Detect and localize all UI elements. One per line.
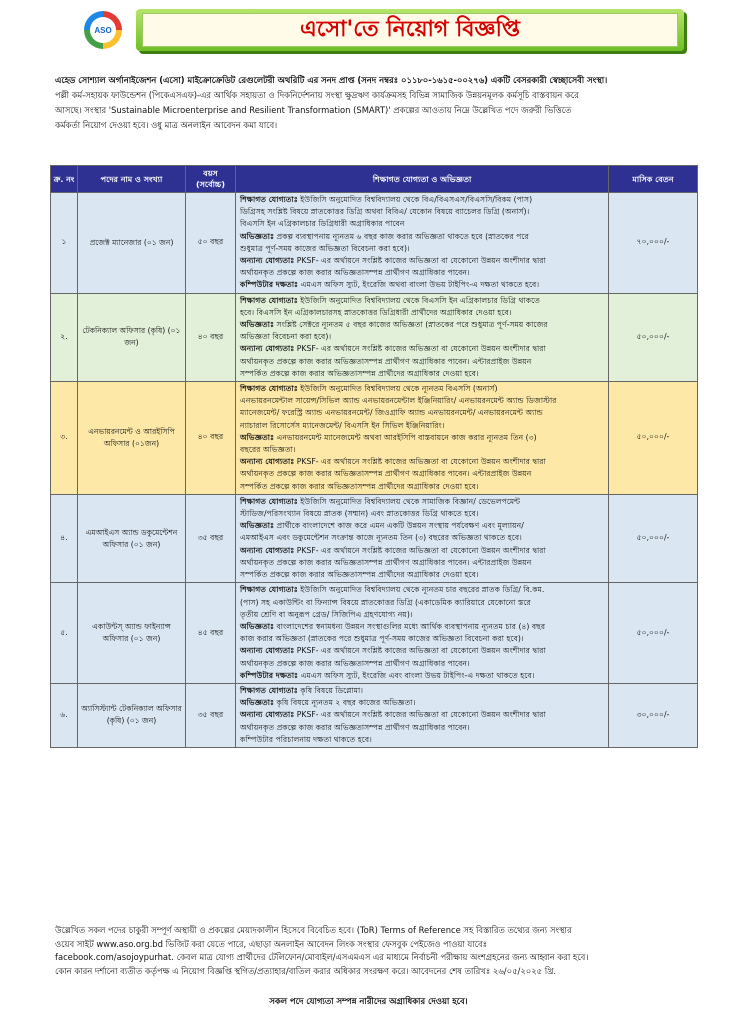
footer-line: facebook.com/asojoypurhat. কেবল মাত্র যোগ্য প্রার্থীদের টেলিফোন/মোবাইল/এসএমএস এর মাধ্যমে নির্বাচনী পরীক্ষায় অংশগ্রহনের জন্য আহ্বান করা হবে। [55,952,589,963]
qualification-line [240,532,604,544]
qualification-text: (পাস) সহ একাউন্টিং বা ফিন্যান্স বিষয়ে স্নাতকোত্তর ডিগ্রি (একাডেমিক ক্যারিয়ারে যেকোনো স্তরে [240,597,531,607]
qualification-line [240,194,604,206]
qualification-label: কম্পিউটার দক্ষতাঃ [240,280,299,290]
qualification-text: এমএস অফিস স্যুট, ইংরেজি অথবা বাংলা উভয় টাইপিং-এ দক্ষতা থাকতে হবে। [298,280,540,290]
qualification-label: শিক্ষাগত যোগ্যতাঃ [240,295,298,305]
row-post: প্রজেক্ট ম্যানেজার (০১ জন) [78,193,186,294]
row-post: এনভায়রনমেন্ট ও আরইসিপি অফিসার (০১জন) [78,382,186,495]
row-salary: ৫০,০০০/- [609,293,698,381]
qualification-text: অর্থায়নকৃত প্রকল্পে কাজ করার অভিজ্ঞতাসম্পন্ন প্রার্থীগণ অগ্রাধিকার পাবেন। [240,658,470,668]
intro-paragraph [55,73,695,133]
qualification-label: অন্যান্য যোগ্যতাঃ [240,545,295,555]
header-salary: মাসিক বেতন [609,166,698,193]
intro-line: আসছে। সংস্থার 'Sustainable Microenterprise and Resilient Transformation (SMART)' প্রকল্পের আওতায় নিম্নে উল্লেখিত পদে জরুরী ভিত্তিতে [55,105,572,115]
qualification-line [240,584,604,596]
qualification-label: কম্পিউটার দক্ষতাঃ [240,670,299,680]
qualification-label: শিক্ষাগত যোগ্যতাঃ [240,585,298,595]
qualification-line [240,557,604,569]
qualification-line [240,383,604,395]
row-serial: ২. [51,293,78,381]
qualification-text: কাজ করার অভিজ্ঞতা (স্নাতকের পরে শুধুমাত্র পূর্ণ-সময় কাজের অভিজ্ঞতা বিবেচনা করা হবে)। [240,634,524,644]
intro-line: পল্লী কর্ম-সহায়ক ফাউন্ডেশন (পিকেএসএফ)-এর আর্থিক সহায়তা ও দিকনির্দেশনায় সংস্থা ক্ষুদ্রঋণ কার্যক্রমসহ বিভিন্ন সামাজিক উন্নয়নমূলক কর্মসূচি বাস্তবায়ন করে [55,90,579,100]
header-post: পদের নাম ও সংখ্যা [78,166,186,193]
qualification-text: বছরের অভিজ্ঞতা। [240,445,296,455]
qualification-text: অভিজ্ঞতা বিবেচনা করা হবে)। [240,332,332,342]
row-salary: ৫০,০০০/- [609,494,698,582]
qualification-text: ইউজিসি অনুমোদিত বিশ্ববিদ্যালয় থেকে বিএ/বিএসএস/বিএসসি/বিকম (পাস) [297,195,533,204]
qualification-label: অন্যান্য যোগ্যতাঃ [240,256,295,266]
qualification-text: অর্থায়নকৃত প্রকল্পে কাজ করার অভিজ্ঞতাসম্পন্ন প্রার্থীগণ অগ্রাধিকার পাবেন। এন্টারপ্রাইজ উন্নয়ন [240,557,532,567]
qualification-text: প্রার্থীকে বাংলাদেশে কাজ করে এমন একটি উন্নয়ন সংস্থায় পর্যবেক্ষণ এবং মূল্যায়ন/ [274,521,524,531]
qualification-line [240,218,604,230]
row-qualification [236,583,609,684]
qualification-line [240,496,604,508]
qualification-line [240,295,604,307]
qualification-line [240,255,604,267]
page-title: এসো'তে নিয়োগ বিজ্ঞপ্তি [300,16,520,42]
qualification-text: এনভায়রনমেন্ট ম্যানেজমেন্ট অথবা আরইসিপি বাস্তবায়নে কাজ করার ন্যূনতম তিন (৩) [274,432,537,442]
aso-logo [84,11,122,49]
qualification-text: এনভায়রনমেন্টাল সায়েন্স/সিভিল অ্যান্ড এনভায়রনমেন্টাল ইঞ্জিনিয়ারিং/ এনভায়রনমেন্ট অ্যান্ড ডিজাস্টার [240,396,557,406]
qualification-line [240,697,604,709]
table-row [51,494,698,582]
header [0,0,737,68]
intro-line: কর্মকর্তা নিয়োগ দেওয়া হবে। ওধু মাত্র অনলাইন আবেদন কমা যাবে। [55,120,278,130]
qualification-line [240,685,604,697]
table-row [51,683,698,747]
qualification-line [240,343,604,355]
qualification-line [240,231,604,243]
qualification-line [240,356,604,368]
header-qualification: শিক্ষাগত যোগ্যতা ও অভিজ্ঞতা [236,166,609,193]
qualification-line [240,670,604,682]
qualification-label: অভিজ্ঞতাঃ [240,432,275,442]
table-row [51,583,698,684]
qualification-line [240,368,604,380]
job-table [50,165,698,748]
qualification-line [240,621,604,633]
qualification-text: কৃষি বিষয়ে ডিপ্লোমা। [297,685,363,695]
row-serial: ১ [51,193,78,294]
qualification-line [240,645,604,657]
footer-line: উল্লেখিত সকল পদের চাকুরী সম্পূর্ণ অস্থায়ী ও প্রকল্পের মেয়াদকালীন হিসেবে বিবেচিত হবে। (ToR) Terms of Reference সহ বিস্তারিত তথ্যের জন্য সংস্থার [55,925,572,935]
qualification-text: PKSF- এর অর্থায়নে সংশ্লিষ্ট কাজের অভিজ্ঞতা বা যেকোনো উন্নয়ন অংশীদার দ্বারা [294,646,546,656]
qualification-label: অন্যান্য যোগ্যতাঃ [240,646,295,656]
qualification-text: অর্থায়নকৃত প্রকল্পে কাজ করার অভিজ্ঞতাসম্পন্ন প্রার্থীগণ অগ্রাধিকার পাবেন। [240,722,470,732]
qualification-text: সম্পর্কিত প্রকল্পে কাজ করার অভিজ্ঞতাসম্পন্ন প্রার্থীদের অগ্রাধিকার দেওয়া হবে। [240,481,479,491]
row-serial: ৫. [51,583,78,684]
qualification-label: অভিজ্ঞতাঃ [240,698,275,708]
qualification-line [240,481,604,493]
table-row [51,293,698,381]
intro-line: এহেড সোশ্যাল অর্গানাইজেশন (এসো) মাইক্রোক্রেডিট রেগুলেটরী অথরিটি এর সনদ প্রাপ্ত (সনদ নম্বরঃ ০১১৮০-১৬১৫-০০২৭৬) একটি বেসরকারী স্বেচ্ছাসেবী সংস্থা। [55,75,608,85]
qualification-line [240,658,604,670]
row-age: ৪৫ বছর [186,583,236,684]
qualification-text: ইউজিসি অনুমোদিত বিশ্ববিদ্যালয় থেকে ন্যূনতম বিএসসি (অনার্স) [297,384,498,394]
row-post: টেকনিক্যাল অফিসার (কৃষি) (০১ জন) [78,293,186,381]
qualification-label: শিক্ষাগত যোগ্যতাঃ [240,685,298,695]
qualification-line [240,432,604,444]
qualification-text: ইউজিসি অনুমোদিত বিশ্ববিদ্যালয় থেকে ন্যূনতম চার বছরের স্নাতক ডিগ্রি/ বি.কম. [297,585,545,595]
qualification-line [240,395,604,407]
qualification-text: বাংলাদেশের স্বনামধন্য উন্নয়ন সংস্থাগুলির মধ্যে আর্থিক ব্যবস্থাপনায় ন্যূনতম চার (৪) বছর [274,621,546,631]
qualification-text: হবে। বিএসসি ইন এগ্রিকালচারসহ স্নাতকোত্তর ডিগ্রিধারী প্রার্থীদের অগ্রাধিকার দেওয়া হবে। [240,307,512,317]
footer-line: কোন কারন দর্শানো ব্যতীত কর্তৃপক্ষ এ নিয়োগ বিজ্ঞপ্তি স্থগিত/প্রত্যাহার/বাতিল করার অধিকার সংরক্ষণ করে। আবেদনের শেষ তারিখঃ ২৬/০৫/২০২৫ খ্রি. [55,965,557,976]
row-age: ৩৫ বছর [186,494,236,582]
logo-text: ASO [90,17,116,43]
qualification-text: এমআইএস এবং ডকুমেন্টেশন সংক্রান্ত কাজে ন্যূনতম তিন (৩) বছরের অভিজ্ঞতা থাকতে হবে। [240,533,522,543]
qualification-text: PKSF- এর অর্থায়নে সংশ্লিষ্ট কাজের অভিজ্ঞতা বা যেকোনো উন্নয়ন অংশীদার দ্বারা [294,344,546,354]
row-salary: ৩০,০০০/- [609,683,698,747]
qualification-label: শিক্ষাগত যোগ্যতাঃ [240,384,298,394]
qualification-text: কৃষি বিষয়ে ন্যূনতম ২ বছর কাজের অভিজ্ঞতা। [274,698,416,708]
qualification-line [240,597,604,609]
qualification-text: প্রকল্প ব্যবস্থাপনায় ন্যূনতম ৬ বছর কাজ করার অভিজ্ঞতা থাকতে হবে (স্নাতকের পরে [274,231,529,241]
closing-note: সকল পদে যোগ্যতা সম্পন্ন নারীদের অগ্রাধিকার দেওয়া হবে। [269,996,468,1006]
qualification-label: অভিজ্ঞতাঃ [240,621,275,631]
qualification-text: ম্যানেজমেন্ট/ ফরেস্ট্রি অ্যান্ড এনভায়রনমেন্ট/ জিওগ্রাফি অ্যান্ড এনভায়রনমেন্ট/ এনভায়রনমেন্ট অ্যান্ড [240,408,543,418]
qualification-label: অভিজ্ঞতাঃ [240,521,275,531]
qualification-line [240,734,604,746]
qualification-text: কম্পিউটার পরিচালনায় দক্ষতা থাকতে হবে। [240,734,372,744]
qualification-line [240,420,604,432]
row-age: ৪০ বছর [186,382,236,495]
qualification-line [240,520,604,532]
qualification-label: অভিজ্ঞতাঃ [240,231,275,241]
footer-line: ওয়েব সাইট www.aso.org.bd ভিজিট করা যেতে পারে, এছাড়া অনলাইন আবেদন লিংক সংস্থার ফেসবুক পেইজেও পাওয়া যাবেঃ [55,938,488,949]
qualification-line [240,569,604,581]
table-header-row [51,166,698,193]
qualification-text: ন্যাচারাল রিসোর্সেস ম্যানেজমেন্ট/ বিএসসি ইন সিভিল ইঞ্জিনিয়ারিং। [240,420,445,430]
row-post: এমআইএস অ্যান্ড ডকুমেন্টেশন অফিসার (০১ জন) [78,494,186,582]
row-post: অ্যাসিস্ট্যান্ট টেকনিক্যাল অফিসার (কৃষি) (০১ জন) [78,683,186,747]
qualification-text: সম্পর্কিত প্রকল্পে কাজ করার অভিজ্ঞতাসম্পন্ন প্রার্থীদের অগ্রাধিকার দেওয়া হবে। [240,570,479,580]
qualification-text: PKSF- এর অর্থায়নে সংশ্লিষ্ট কাজের অভিজ্ঞতা বা যেকোনো উন্নয়ন অংশীদার দ্বারা [294,545,546,555]
qualification-line [240,267,604,279]
row-age: ৪০ বছর [186,293,236,381]
qualification-line [240,444,604,456]
qualification-line [240,633,604,645]
qualification-line [240,468,604,480]
qualification-text: ইউজিসি অনুমোদিত বিশ্ববিদ্যালয় থেকে বিএসসি ইন এগ্রিকালচার ডিগ্রি থাকতে [297,295,540,305]
row-salary: ৫০,০০০/- [609,382,698,495]
row-serial: ৪. [51,494,78,582]
qualification-line [240,331,604,343]
qualification-text: তৃতীয় শ্রেণি বা অনুরূপ গ্রেড/ সিজিপিএ গ্রহণযোগ্য নয়)। [240,609,413,619]
qualification-text: PKSF- এর অর্থায়নে সংশ্লিষ্ট কাজের অভিজ্ঞতা বা যেকোনো উন্নয়ন অংশীদার দ্বারা [294,457,546,467]
row-age: ৩৫ বছর [186,683,236,747]
qualification-label: অন্যান্য যোগ্যতাঃ [240,457,295,467]
qualification-text: সংশ্লিষ্ট সেক্টরে ন্যূনতম ৫ বছর কাজের অভিজ্ঞতা (স্নাতকের পরে শুধুমাত্র পূর্ণ-সময় কাজের [274,320,548,330]
qualification-line [240,319,604,331]
qualification-text: অর্থায়নকৃত প্রকল্পে কাজ করার অভিজ্ঞতাসম্পন্ন প্রার্থীগণ অগ্রাধিকার পাবেন। [240,268,470,278]
row-qualification [236,683,609,747]
qualification-text: অর্থায়নকৃত প্রকল্পে কাজ করার অভিজ্ঞতাসম্পন্ন প্রার্থীগণ অগ্রাধিকার পাবেন। এন্টারপ্রাইজ উন্নয়ন [240,469,532,479]
header-age: বয়স (সর্বোচ্চ) [186,166,236,193]
qualification-text: সম্পর্কিত প্রকল্পে কাজ করার অভিজ্ঞতাসম্পন্ন প্রার্থীদের অগ্রাধিকার দেওয়া হবে। [240,368,479,378]
row-serial: ৩. [51,382,78,495]
qualification-line [240,407,604,419]
row-serial: ৬. [51,683,78,747]
qualification-line [240,722,604,734]
row-age: ৫০ বছর [186,193,236,294]
qualification-text: ইউজিসি অনুমোদিত বিশ্ববিদ্যালয় থেকে সামাজিক বিজ্ঞান/ ডেভেলপমেন্ট [297,496,521,506]
footer-notes [55,924,695,978]
qualification-label: শিক্ষাগত যোগ্যতাঃ [240,195,298,204]
qualification-line [240,206,604,218]
header-serial: ক্র. নং [51,166,78,193]
row-qualification [236,494,609,582]
qualification-text: PKSF- এর অর্থায়নে সংশ্লিষ্ট কাজের অভিজ্ঞতা বা যেকোনো উন্নয়ন অংশীদার দ্বারা [294,256,546,266]
qualification-line [240,609,604,621]
qualification-text: বিএসসি ইন এগ্রিকালচার ডিগ্রিধারী অগ্রাধিকার পাবেন [240,219,405,229]
qualification-line [240,508,604,520]
qualification-text: স্টাডিজ/পরিসংখ্যান বিষয়ে স্নাতক (সম্মান) এবং স্নাতকোত্তর ডিগ্রি থাকতে হবে। [240,509,479,519]
table-row [51,193,698,294]
row-salary: ৫০,০০০/- [609,583,698,684]
row-qualification [236,193,609,294]
row-qualification [236,293,609,381]
qualification-line [240,243,604,255]
qualification-text: শুধুমাত্র পূর্ণ-সময় কাজের অভিজ্ঞতা বিবেচনা করা হবে)। [240,243,410,253]
qualification-text: অর্থায়নকৃত প্রকল্পে কাজ করার অভিজ্ঞতাসম্পন্ন প্রার্থীগণ অগ্রাধিকার পাবেন। এন্টারপ্রাইজ উন্নয়ন [240,356,532,366]
qualification-line [240,456,604,468]
qualification-label: অন্যান্য যোগ্যতাঃ [240,344,295,354]
qualification-text: এমএস অফিস স্যুট, ইংরেজি এবং বাংলা উভয় টাইপিং-এ দক্ষতা থাকতে হবে। [298,670,535,680]
qualification-text: PKSF- এর অর্থায়নে সংশ্লিষ্ট কাজের অভিজ্ঞতা বা যেকোনো উন্নয়ন অংশীদার দ্বারা [294,710,546,720]
qualification-line [240,279,604,291]
row-qualification [236,382,609,495]
row-salary: ৭০,০০০/- [609,193,698,294]
row-post: একাউন্টস্ অ্যান্ড ফাইন্যান্স অফিসার (০১ জন) [78,583,186,684]
qualification-line [240,545,604,557]
qualification-label: অন্যান্য যোগ্যতাঃ [240,710,295,720]
table-row [51,382,698,495]
qualification-line [240,307,604,319]
qualification-label: অভিজ্ঞতাঃ [240,320,275,330]
title-banner [136,9,684,51]
qualification-label: শিক্ষাগত যোগ্যতাঃ [240,496,298,506]
qualification-text: ডিগ্রিসহ সংশ্লিষ্ট বিষয়ে স্নাতকোত্তর ডিগ্রি অথবা বিবিএ/ যেকোন বিষয়ে ব্যাচেলর ডিগ্রি (অনার্স)। [240,207,530,217]
qualification-line [240,709,604,721]
